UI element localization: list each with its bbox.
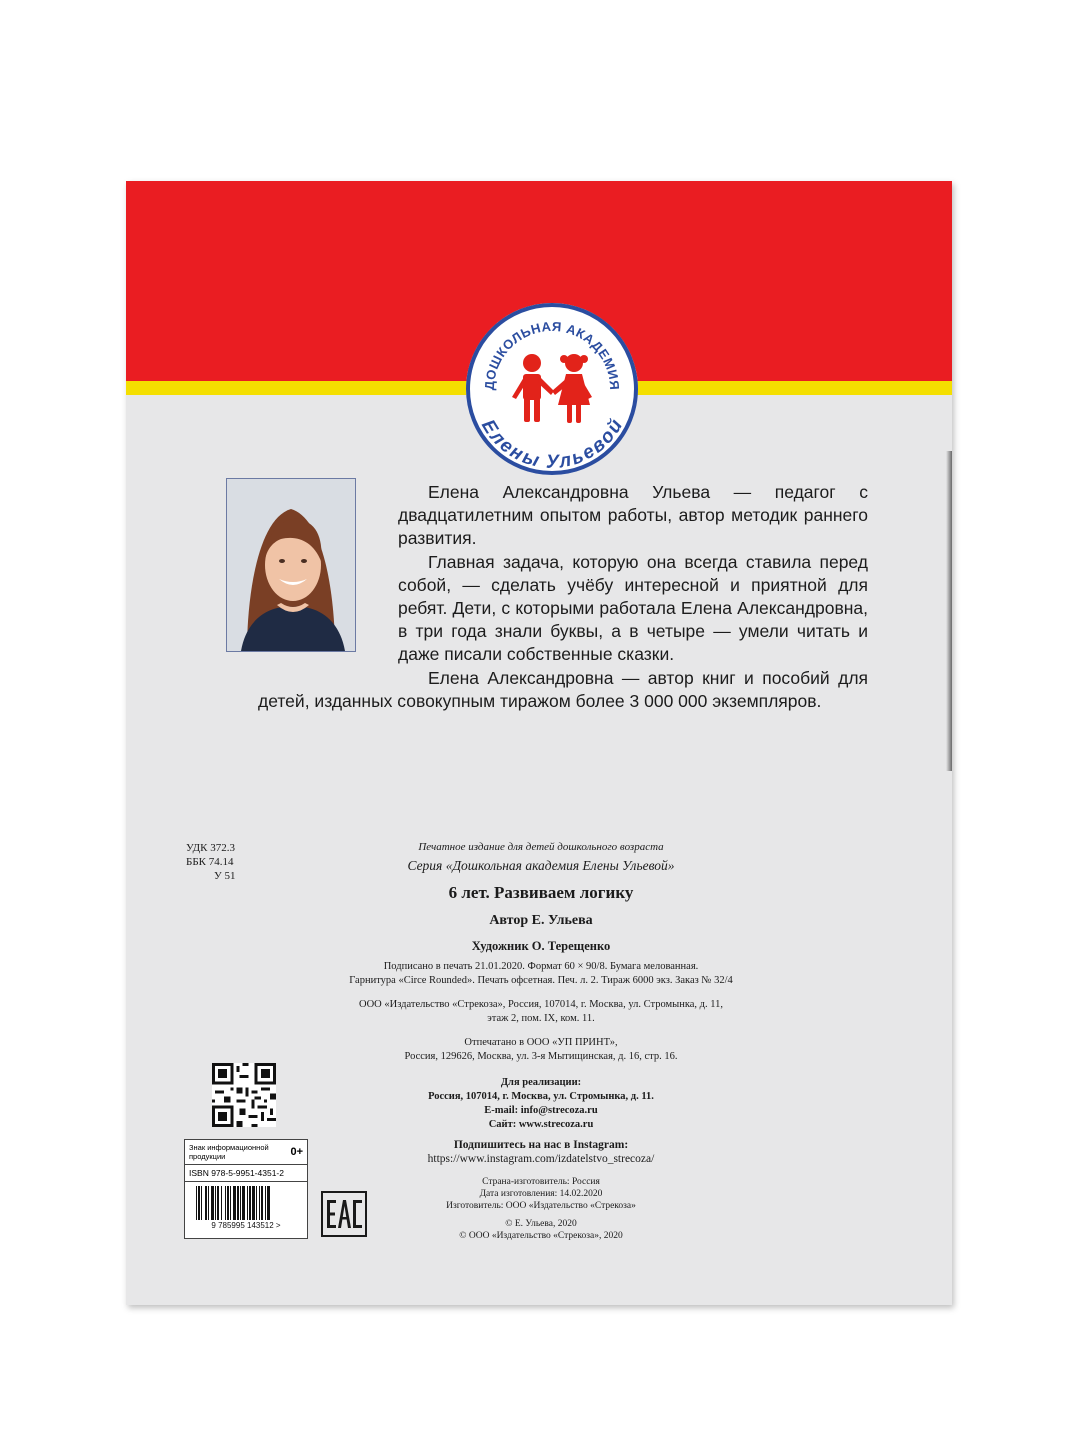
instagram-info [276, 1138, 806, 1166]
barcode-bar [252, 1186, 255, 1220]
print-info-line: Гарнитура «Circe Rounded». Печать офсетная. Печ. л. 2. Тираж 6000 экз. Заказ № 32/4 [349, 975, 733, 986]
barcode-icon [190, 1184, 302, 1230]
printed-by [276, 1036, 806, 1064]
barcode-bar [249, 1186, 251, 1220]
printed-line: Отпечатано в ООО «УП ПРИНТ», [464, 1037, 618, 1048]
author-mark: У 51 [214, 870, 236, 882]
sales-address: Россия, 107014, г. Москва, ул. Стромынка, д. 11. [428, 1091, 654, 1102]
barcode-bar [240, 1186, 241, 1220]
manufacturer: Изготовитель: ООО «Издательство «Стрекоза» [446, 1201, 636, 1211]
udk-code: УДК 372.3 [186, 842, 236, 854]
sales-info [276, 1076, 806, 1132]
isbn: ISBN 978-5-9951-4351-2 [185, 1165, 307, 1182]
barcode-bar [242, 1186, 245, 1220]
publisher-line: этаж 2, пом. IX, ком. 11. [487, 1013, 595, 1024]
age-rating: 0+ [290, 1146, 303, 1158]
barcode-bar [208, 1186, 209, 1220]
barcode-bar [225, 1186, 226, 1220]
publisher-line: ООО «Издательство «Стрекоза», Россия, 107014, г. Москва, ул. Стромынка, д. 11, [358, 999, 724, 1010]
book-artist: Художник О. Терещенко [471, 939, 611, 953]
eac-mark-icon [321, 1191, 367, 1237]
barcode-bar [221, 1186, 222, 1220]
barcode-bar [198, 1186, 200, 1220]
barcode-bar [265, 1186, 266, 1220]
info-sign [185, 1140, 307, 1165]
barcode-bar [230, 1186, 231, 1220]
email: E-mail: info@strecoza.ru [484, 1105, 598, 1116]
author-bio [258, 481, 868, 713]
country: Страна-изготовитель: Россия [482, 1177, 600, 1187]
manufacture-date: Дата изготовления: 14.02.2020 [479, 1189, 603, 1199]
barcode-bar [256, 1186, 257, 1220]
barcode-bar [217, 1186, 219, 1220]
barcode-bar [227, 1186, 229, 1220]
publisher [276, 998, 806, 1026]
logo-arc-top: ДОШКОЛЬНАЯ АКАДЕМИЯ [481, 318, 623, 391]
instagram-url: https://www.instagram.com/izdatelstvo_strecoza/ [427, 1153, 655, 1165]
copyright-line: © Е. Ульева, 2020 [505, 1219, 577, 1229]
sales-label: Для реализации: [500, 1077, 582, 1088]
print-info [276, 960, 806, 988]
printed-line: Россия, 129626, Москва, ул. 3-я Мытищинская, д. 16, стр. 16. [404, 1051, 678, 1062]
book-title: 6 лет. Развиваем логику [448, 883, 634, 902]
barcode-bar [196, 1186, 197, 1220]
barcode-bar [259, 1186, 260, 1220]
edition-type: Печатное издание для детей дошкольного возраста [418, 841, 664, 853]
barcode-bar [267, 1186, 270, 1220]
barcode-digits: 9 785995 143512 > [211, 1221, 281, 1230]
barcode-bar [215, 1186, 216, 1220]
book-author: Автор Е. Ульева [489, 913, 593, 928]
barcode-box [184, 1139, 308, 1239]
qr-code-icon [212, 1063, 276, 1127]
barcode-bar [201, 1186, 202, 1220]
site: Сайт: www.strecoza.ru [488, 1119, 594, 1130]
academy-logo [464, 301, 640, 477]
bio-paragraph: Елена Александровна — автор книг и пособий для детей, изданных совокупным тиражом более 3 000 000 экземпляров. [258, 667, 868, 711]
barcode-bar [247, 1186, 248, 1220]
bbk-code: ББК 74.14 [186, 856, 234, 868]
imprint [276, 841, 806, 1242]
classification-codes [186, 841, 236, 883]
barcode-bar [237, 1186, 239, 1220]
info-sign-text: Знак информационной продукции [189, 1143, 269, 1161]
barcode-bar [261, 1186, 263, 1220]
bio-paragraph: Елена Александровна Ульева — педагог с двадцатилетним опытом работы, автор методик раннего развития. [398, 482, 868, 549]
bio-paragraph: Главная задача, которую она всегда ставила перед собой, — сделать учёбу интересной и приятной для ребят. Дети, с которыми работала Елена Александровна, в три года знали буквы, а в четыре — умели читать и даже писали собственные сказки. [398, 551, 868, 665]
print-info-line: Подписано в печать 21.01.2020. Формат 60 × 90/8. Бумага мелованная. [383, 961, 699, 972]
instagram-label: Подпишитесь на нас в Instagram: [453, 1139, 629, 1151]
book-back-cover [126, 181, 952, 1305]
barcode-bar [205, 1186, 207, 1220]
copyright-line: © ООО «Издательство «Стрекоза», 2020 [459, 1231, 623, 1241]
barcode-bar [211, 1186, 214, 1220]
series: Серия «Дошкольная академия Елены Ульевой» [407, 858, 675, 873]
logo-arc-bottom: Елены Ульевой [477, 416, 628, 473]
spine-shadow [946, 451, 952, 771]
barcode-bar [233, 1186, 236, 1220]
